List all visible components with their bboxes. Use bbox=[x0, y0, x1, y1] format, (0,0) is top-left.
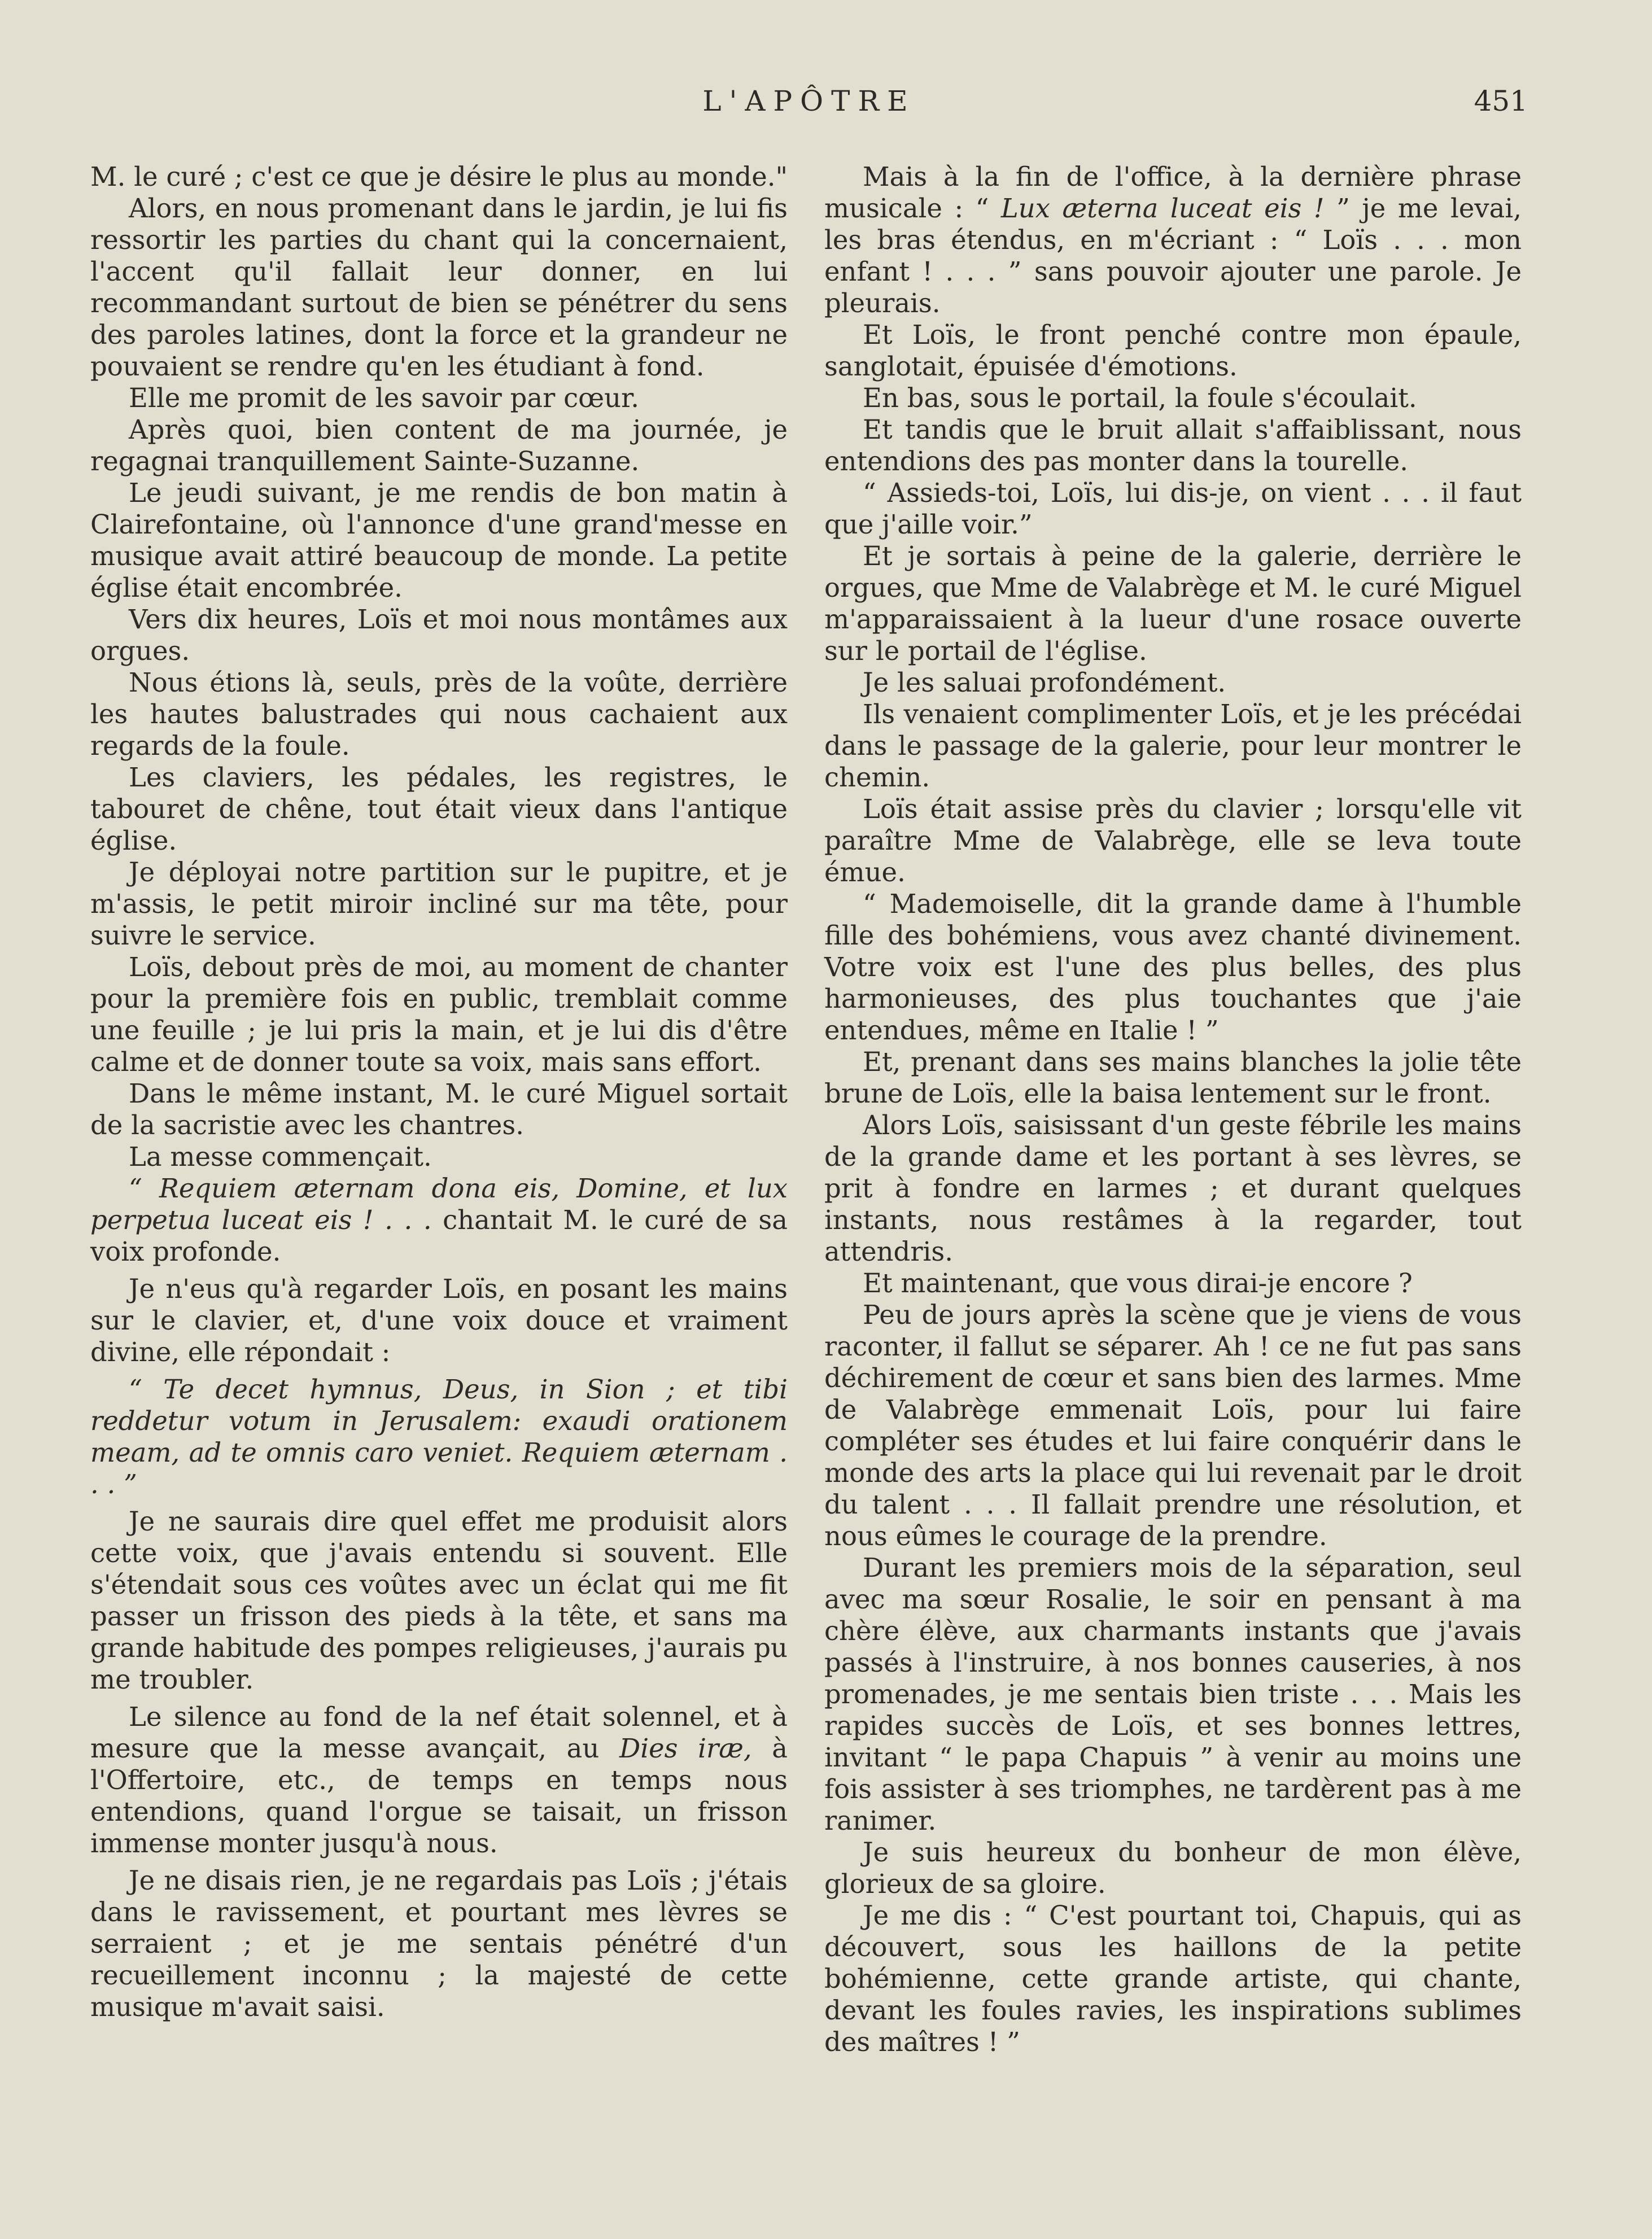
paragraph: Je déployai notre partition sur le pupitre, et je m'assis, le petit miroir incliné sur ma tête, pour suivre le service. bbox=[90, 857, 788, 951]
paragraph: Vers dix heures, Loïs et moi nous montâmes aux orgues. bbox=[90, 604, 788, 666]
paragraph: Et Loïs, le front penché contre mon épaule, sanglotait, épuisée d'émotions. bbox=[824, 320, 1522, 382]
paragraph: Et maintenant, que vous dirai-je encore ? bbox=[863, 1268, 1413, 1298]
paragraph-text: Le silence au fond de la nef était solennel, et à mesure que la messe avançait, au bbox=[90, 1702, 788, 1764]
running-title: L'APÔTRE bbox=[702, 85, 916, 117]
page-header bbox=[90, 80, 1528, 125]
paragraph bbox=[824, 161, 1522, 319]
paragraph: Nous étions là, seuls, près de la voûte, derrière les hautes balustrades qui nous cachaient aux regards de la foule. bbox=[90, 667, 788, 761]
latin-quote: Lux æterna luceat eis ! bbox=[1000, 193, 1325, 224]
paragraph: “ Assieds-toi, Loïs, lui dis-je, on vient . . . il faut que j'aille voir.” bbox=[824, 478, 1522, 540]
paragraph: Le jeudi suivant, je me rendis de bon matin à Clairefontaine, où l'annonce d'une grand'messe en musique avait attiré beaucoup de monde. La petite église était encombrée. bbox=[90, 478, 788, 603]
paragraph: Je me dis : “ C'est pourtant toi, Chapuis, qui as découvert, sous les haillons de la petite bohémienne, cette grande artiste, qui chante, devant les foules ravies, les inspirations sublimes des maîtres ! ” bbox=[824, 1900, 1522, 2057]
page-number: 451 bbox=[1474, 85, 1528, 117]
left-column bbox=[90, 161, 788, 2023]
paragraph: Et, prenant dans ses mains blanches la jolie tête brune de Loïs, elle la baisa lentement sur le front. bbox=[824, 1047, 1522, 1109]
paragraph: Durant les premiers mois de la séparation, seul avec ma sœur Rosalie, le soir en pensant à ma chère élève, aux charmants instants que j'avais passés à l'instruire, à nos bonnes causeries, à nos promenades, je me sentais bien triste . . . Mais les rapides succès de Loïs, et ses bonnes lettres, invitant “ le papa Chapuis ” à venir au moins une fois assister à ses triomphes, ne tardèrent pas à me ranimer. bbox=[824, 1553, 1522, 1836]
right-column bbox=[824, 161, 1522, 2058]
paragraph bbox=[90, 1701, 788, 1859]
latin-term: Dies iræ, bbox=[619, 1733, 752, 1764]
paragraph-text: chantait M. le curé de sa voix profonde. bbox=[90, 1205, 788, 1267]
paragraph: Dans le même instant, M. le curé Miguel sortait de la sacristie avec les chantres. bbox=[90, 1078, 788, 1140]
paragraph: Et je sortais à peine de la galerie, derrière le orgues, que Mme de Valabrège et M. le curé Miguel m'apparaissaient à la lueur d'une rosace ouverte sur le portail de l'église. bbox=[824, 541, 1522, 666]
latin-quote: “ Requiem æternam dona eis, Domine, et lux perpetua luceat eis ! . . . bbox=[90, 1173, 788, 1235]
paragraph: Je ne disais rien, je ne regardais pas Loïs ; j'étais dans le ravissement, et pourtant mes lèvres se serraient ; et je me sentais pénétré d'un recueillement inconnu ; la majesté de cette musique m'avait saisi. bbox=[90, 1865, 788, 2022]
paragraph: Et tandis que le bruit allait s'affaiblissant, nous entendions des pas monter dans la tourelle. bbox=[824, 414, 1522, 476]
paragraph: Elle me promit de les savoir par cœur. bbox=[129, 383, 640, 413]
paragraph: Loïs était assise près du clavier ; lorsqu'elle vit paraître Mme de Valabrège, elle se leva toute émue. bbox=[824, 794, 1522, 887]
paragraph: Je suis heureux du bonheur de mon élève, glorieux de sa gloire. bbox=[824, 1837, 1522, 1899]
paragraph: La messe commençait. bbox=[129, 1142, 432, 1172]
paragraph: Les claviers, les pédales, les registres, le tabouret de chêne, tout était vieux dans l'antique église. bbox=[90, 762, 788, 856]
paragraph-text: ” je me levai, les bras étendus, en m'écriant : “ Loïs . . . mon enfant ! . . . ” sans pouvoir ajouter une parole. Je pleurais. bbox=[824, 193, 1522, 318]
paragraph-latin-response bbox=[90, 1374, 788, 1500]
paragraph: Peu de jours après la scène que je viens de vous raconter, il fallut se séparer. Ah ! ce ne fut pas sans déchirement de cœur et sans bien des larmes. Mme de Valabrège emmenait Loïs, pour lui faire compléter ses études et lui faire conquérir dans le monde des arts la place qui lui revenait par le droit du talent . . . Il fallait prendre une résolution, et nous eûmes le courage de la prendre. bbox=[824, 1300, 1522, 1551]
paragraph: Je ne saurais dire quel effet me produisit alors cette voix, que j'avais entendu si souvent. Elle s'étendait sous ces voûtes avec un éclat qui me fit passer un frisson des pieds à la tête, et sans ma grande habitude des pompes religieuses, j'aurais pu me troubler. bbox=[90, 1506, 788, 1695]
paragraph: Ils venaient complimenter Loïs, et je les précédai dans le passage de la galerie, pour leur montrer le chemin. bbox=[824, 699, 1522, 793]
paragraph-text: à l'Offertoire, etc., de temps en temps nous entendions, quand l'orgue se taisait, un frisson immense monter jusqu'à nous. bbox=[90, 1733, 788, 1858]
paragraph-latin-chant bbox=[90, 1173, 788, 1267]
paragraph: Je n'eus qu'à regarder Loïs, en posant les mains sur le clavier, et, d'une voix douce et vraiment divine, elle répondait : bbox=[90, 1274, 788, 1367]
paragraph: En bas, sous le portail, la foule s'écoulait. bbox=[863, 383, 1417, 413]
paragraph: “ Mademoiselle, dit la grande dame à l'humble fille des bohémiens, vous avez chanté divinement. Votre voix est l'une des plus belles, des plus harmonieuses, des plus touchantes que j'aie entendues, même en Italie ! ” bbox=[824, 889, 1522, 1046]
paragraph: Après quoi, bien content de ma journée, je regagnai tranquillement Sainte-Suzanne. bbox=[90, 414, 788, 476]
paragraph: Alors, en nous promenant dans le jardin, je lui fis ressortir les parties du chant qui la concernaient, l'accent qu'il fallait leur donner, en lui recommandant surtout de bien se pénétrer du sens des paroles latines, dont la force et la grandeur ne pouvaient se rendre qu'en les étudiant à fond. bbox=[90, 193, 788, 382]
paragraph: M. le curé ; c'est ce que je désire le plus au monde." bbox=[90, 161, 788, 192]
paragraph: Je les saluai profondément. bbox=[863, 667, 1226, 698]
paragraph: Loïs, debout près de moi, au moment de chanter pour la première fois en public, tremblait comme une feuille ; je lui pris la main, et je lui dis d'être calme et de donner toute sa voix, mais sans effort. bbox=[90, 952, 788, 1077]
paragraph-text: Mais à la fin de l'office, à la dernière phrase musicale : “ bbox=[824, 161, 1522, 224]
paragraph: Alors Loïs, saisissant d'un geste fébrile les mains de la grande dame et les portant à ses lèvres, se prit à fondre en larmes ; et durant quelques instants, nous restâmes à la regarder, tout attendris. bbox=[824, 1110, 1522, 1267]
latin-quote: “ Te decet hymnus, Deus, in Sion ; et tibi reddetur votum in Jerusalem: exaudi orationem meam, ad te omnis caro veniet. Requiem æternam . . . ” bbox=[90, 1374, 788, 1499]
